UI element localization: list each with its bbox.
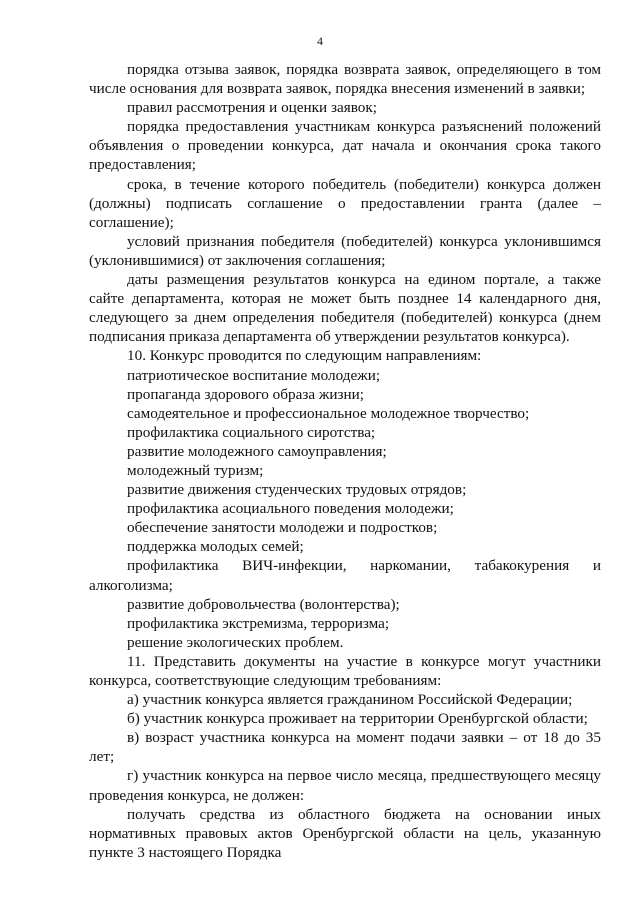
requirement-v: в) возраст участника конкурса на момент подачи заявки – от 18 до 35 лет; bbox=[89, 729, 601, 766]
list-item-hiv-drug-prevention: профилактика ВИЧ-инфекции, наркомании, табакокурения и алкоголизма; bbox=[89, 557, 601, 594]
list-item-patriotic-education: патриотическое воспитание молодежи; bbox=[127, 366, 381, 384]
list-item-youth-employment: обеспечение занятости молодежи и подростков; bbox=[127, 519, 438, 537]
page-number: 4 bbox=[317, 34, 323, 48]
requirement-b: б) участник конкурса проживает на территории Оренбургской области; bbox=[127, 710, 588, 728]
list-item-youth-creativity: самодеятельное и профессиональное молодежное творчество; bbox=[127, 404, 530, 422]
paragraph-withdrawal-order: порядка отзыва заявок, порядка возврата заявок, определяющего в том числе основания для возврата заявок, порядка внесения изменений в заявки; bbox=[89, 61, 601, 98]
document-body bbox=[89, 60, 601, 862]
list-item-asocial-behavior-prevention: профилактика асоциального поведения молодежи; bbox=[127, 500, 454, 518]
paragraph-section-10: 10. Конкурс проводится по следующим направлениям: bbox=[127, 347, 482, 365]
list-item-student-labor-teams: развитие движения студенческих трудовых отрядов; bbox=[127, 481, 467, 499]
list-item-orphanhood-prevention: профилактика социального сиротства; bbox=[127, 423, 376, 441]
requirement-g: г) участник конкурса на первое число месяца, предшествующего месяцу проведения конкурса, не должен: bbox=[89, 767, 601, 804]
list-item-healthy-lifestyle: пропаганда здорового образа жизни; bbox=[127, 385, 364, 403]
paragraph-section-11: 11. Представить документы на участие в конкурсе могут участники конкурса, соответствующие следующим требованиям: bbox=[89, 652, 601, 689]
list-item-youth-self-government: развитие молодежного самоуправления; bbox=[127, 442, 387, 460]
paragraph-results-publication: даты размещения результатов конкурса на едином портале, а также сайте департамента, которая не может быть позднее 14 календарного дня, следующего за днем определения победителя (победителей) конкурса (днем подписания приказа департамента об утверждении результатов конкурса). bbox=[89, 271, 601, 346]
list-item-ecology: решение экологических проблем. bbox=[127, 633, 344, 651]
paragraph-evasion-conditions: условий признания победителя (победителей) конкурса уклонившимся (уклонившимися) от заключения соглашения; bbox=[89, 232, 601, 269]
requirement-a: а) участник конкурса является гражданином Российской Федерации; bbox=[127, 691, 573, 709]
paragraph-review-rules: правил рассмотрения и оценки заявок; bbox=[127, 99, 377, 117]
list-item-extremism-prevention: профилактика экстремизма, терроризма; bbox=[127, 614, 390, 632]
requirement-g-funding: получать средства из областного бюджета на основании иных нормативных правовых актов Оренбургской области на цель, указанную пункте 3 настоящего Порядка bbox=[89, 805, 601, 861]
paragraph-clarifications: порядка предоставления участникам конкурса разъяснений положений объявления о проведении конкурса, дат начала и окончания срока такого предоставления; bbox=[89, 118, 601, 174]
list-item-young-families: поддержка молодых семей; bbox=[127, 538, 304, 556]
list-item-volunteering: развитие добровольчества (волонтерства); bbox=[127, 595, 400, 613]
paragraph-signing-term: срока, в течение которого победитель (победители) конкурса должен (должны) подписать соглашение о предоставлении гранта (далее – соглашение); bbox=[89, 175, 601, 231]
list-item-youth-tourism: молодежный туризм; bbox=[127, 461, 264, 479]
